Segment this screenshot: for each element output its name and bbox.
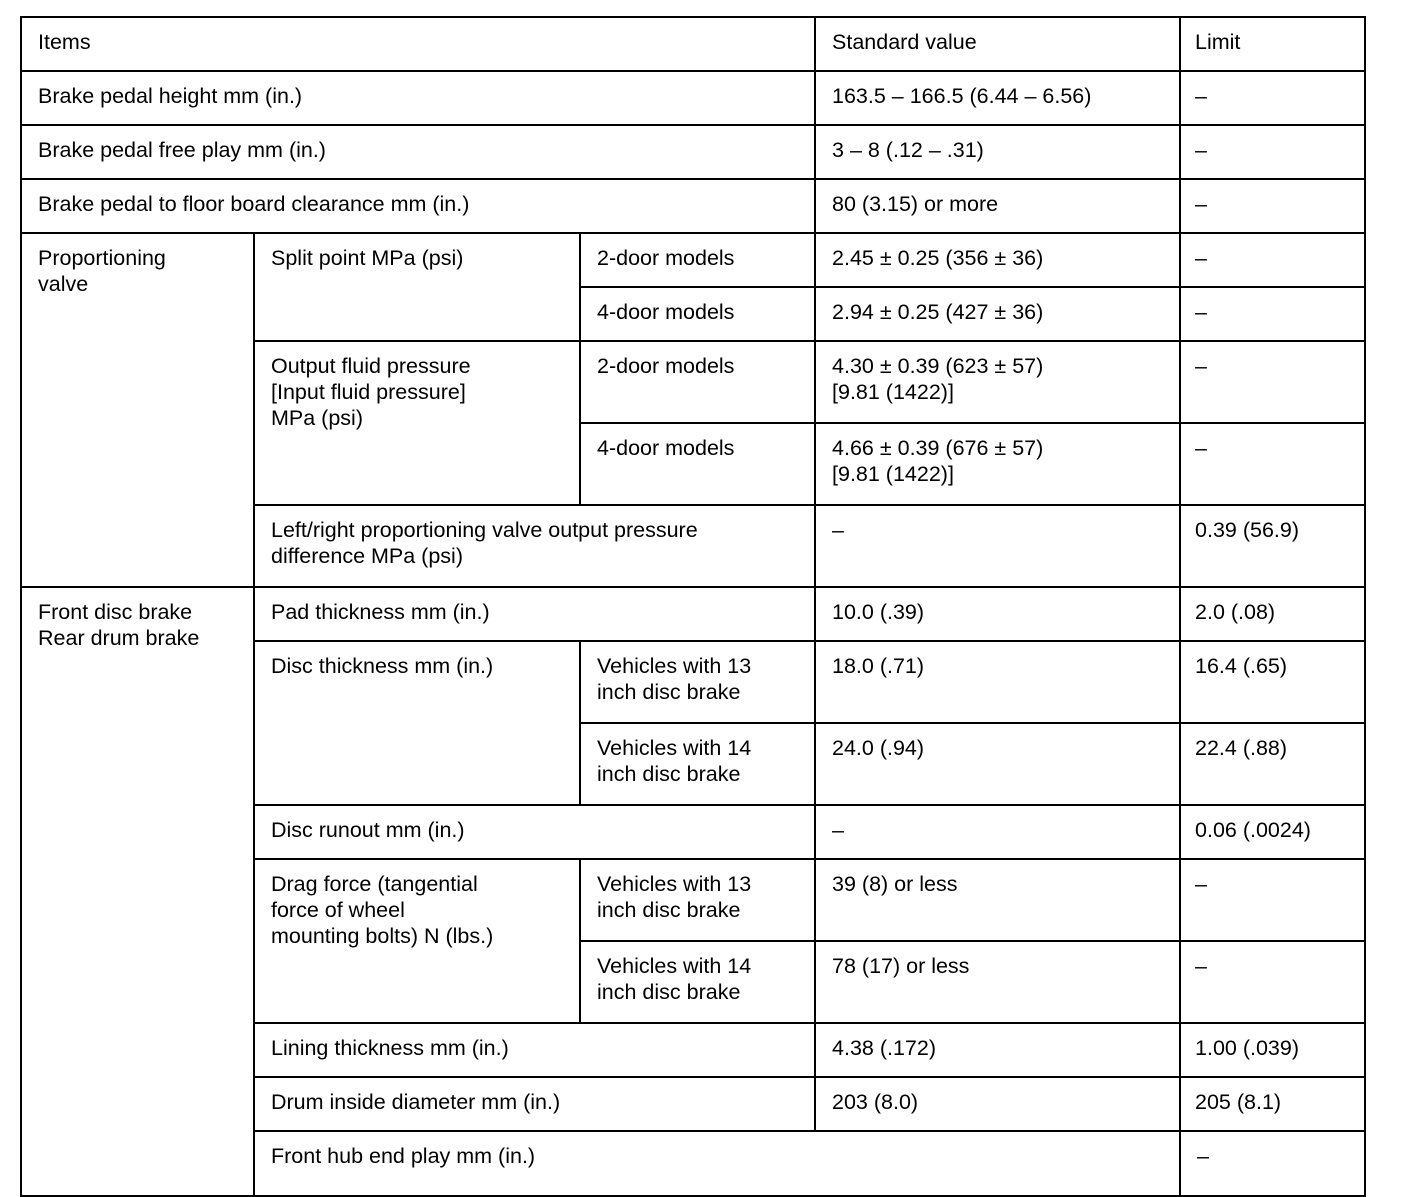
item-label: Output fluid pressure [Input fluid pressure] MPa (psi) [254,341,580,505]
standard-value: – [815,805,1180,859]
vehicle-label: Vehicles with 14 inch disc brake [580,941,815,1023]
standard-value: 2.94 ± 0.25 (427 ± 36) [815,287,1180,341]
item-label: Drag force (tangential force of wheel mounting bolts) N (lbs.) [254,859,580,1023]
item-label: Brake pedal height mm (in.) [21,71,815,125]
limit-value: 0.06 (.0024) [1180,805,1365,859]
model-label: 2-door models [580,341,815,423]
standard-value: 2.45 ± 0.25 (356 ± 36) [815,233,1180,287]
header-row [21,17,1365,71]
item-label: Disc thickness mm (in.) [254,641,580,805]
limit-value: 0.39 (56.9) [1180,505,1365,587]
limit-value: – [1180,941,1365,1023]
group-label-proportioning-valve: Proportioning valve [21,233,254,587]
limit-value: – [1180,71,1365,125]
limit-value: 16.4 (.65) [1180,641,1365,723]
table-row [21,71,1365,125]
item-label: Brake pedal free play mm (in.) [21,125,815,179]
standard-value: 10.0 (.39) [815,587,1180,641]
limit-value: – [1180,179,1365,233]
item-label: Lining thickness mm (in.) [254,1023,815,1077]
standard-value: 4.38 (.172) [815,1023,1180,1077]
limit-value: 205 (8.1) [1180,1077,1365,1131]
header-limit: Limit [1180,17,1365,71]
item-label: Disc runout mm (in.) [254,805,815,859]
standard-value: – [815,505,1180,587]
limit-value: – [1180,233,1365,287]
item-label: Drum inside diameter mm (in.) [254,1077,815,1131]
standard-value: 4.30 ± 0.39 (623 ± 57) [9.81 (1422)] [815,341,1180,423]
vehicle-label: Vehicles with 14 inch disc brake [580,723,815,805]
table-row [21,179,1365,233]
limit-value: – [1180,859,1365,941]
limit-value: – [1180,341,1365,423]
item-label: Left/right proportioning valve output pressure difference MPa (psi) [254,505,815,587]
item-label: Brake pedal to floor board clearance mm (in.) [21,179,815,233]
table-row [21,125,1365,179]
limit-value: – [1180,125,1365,179]
standard-value: – [1180,1131,1365,1196]
standard-value: 4.66 ± 0.39 (676 ± 57) [9.81 (1422)] [815,423,1180,505]
standard-value: 203 (8.0) [815,1077,1180,1131]
limit-value: 1.00 (.039) [1180,1023,1365,1077]
table-row [21,587,1365,641]
table-row [21,233,1365,287]
header-items: Items [21,17,815,71]
standard-value: 163.5 – 166.5 (6.44 – 6.56) [815,71,1180,125]
standard-value: 80 (3.15) or more [815,179,1180,233]
model-label: 4-door models [580,287,815,341]
header-standard-value: Standard value [815,17,1180,71]
limit-value: 22.4 (.88) [1180,723,1365,805]
item-label: Pad thickness mm (in.) [254,587,815,641]
item-label: Split point MPa (psi) [254,233,580,341]
brake-specifications-table [20,16,1366,1197]
vehicle-label: Vehicles with 13 inch disc brake [580,641,815,723]
standard-value: 78 (17) or less [815,941,1180,1023]
limit-value: 2.0 (.08) [1180,587,1365,641]
limit-value: – [1180,423,1365,505]
vehicle-label: Vehicles with 13 inch disc brake [580,859,815,941]
standard-value: 3 – 8 (.12 – .31) [815,125,1180,179]
item-label: Front hub end play mm (in.) [254,1131,1180,1196]
group-label-brakes: Front disc brake Rear drum brake [21,587,254,1196]
standard-value: 18.0 (.71) [815,641,1180,723]
model-label: 2-door models [580,233,815,287]
standard-value: 39 (8) or less [815,859,1180,941]
model-label: 4-door models [580,423,815,505]
limit-value: – [1180,287,1365,341]
standard-value: 24.0 (.94) [815,723,1180,805]
